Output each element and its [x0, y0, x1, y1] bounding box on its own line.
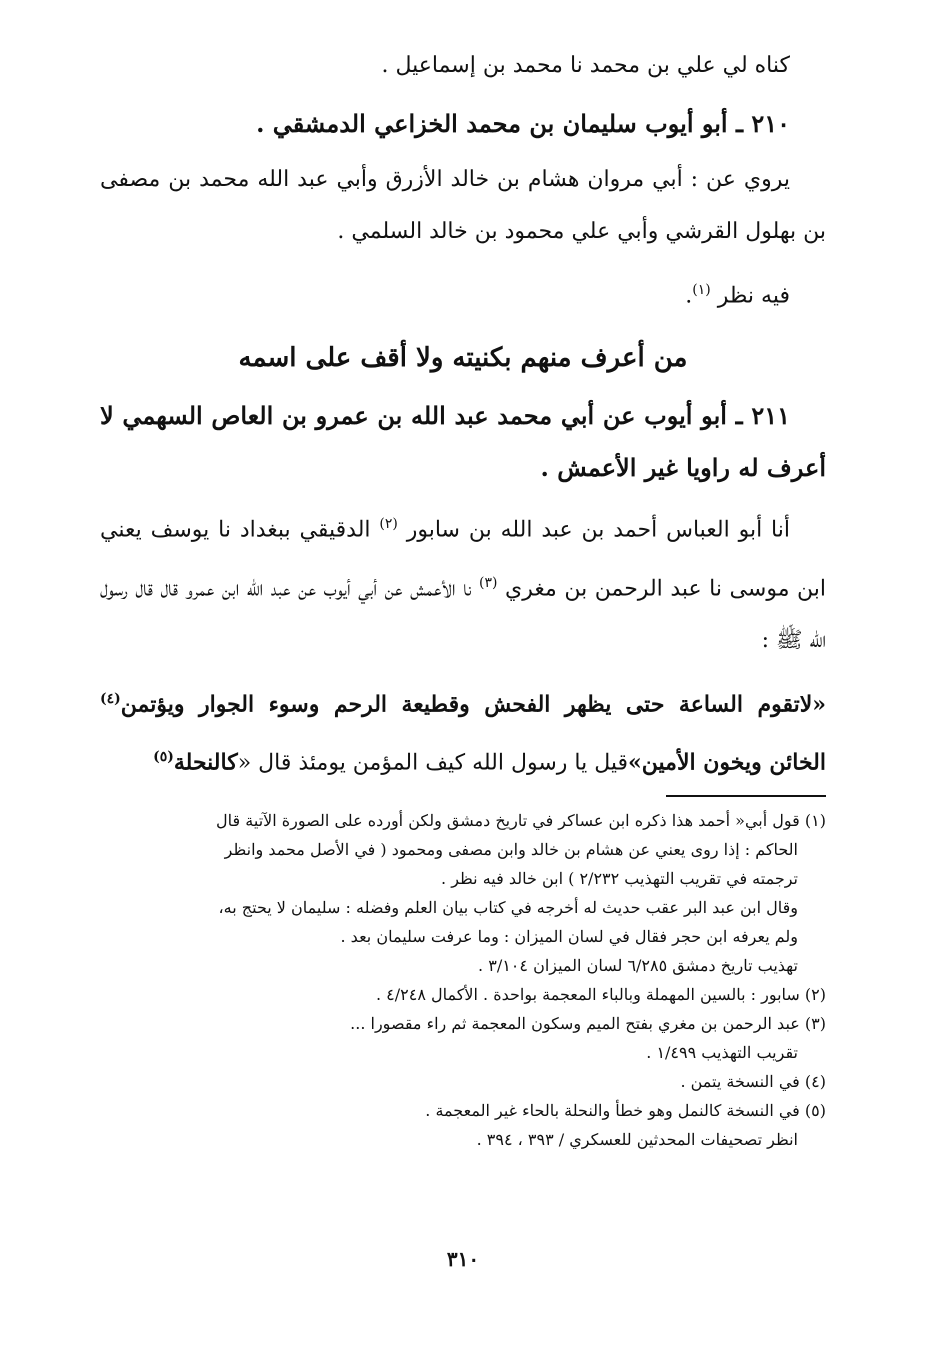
footnote-2	[100, 980, 826, 1009]
hadith-text	[100, 673, 826, 790]
intro-line: كناه لي علي بن محمد نا محمد بن إسماعيل .	[381, 53, 790, 78]
footnote-line: انظر تصحيفات المحدثين للعسكري / ٣٩٣ ، ٣٩٤ .	[476, 1130, 798, 1149]
hadith-part-2: الخائن ويخون الأمين»	[628, 749, 826, 776]
hadith-continuation: قيل يا رسول الله كيف المؤمن يومئذ قال «	[237, 750, 629, 776]
footnote-line: (٣) عبد الرحمن بن مغري بفتح الميم وسكون المعجمة ثم راء مقصورا ...	[350, 1014, 826, 1033]
footnote-ref-1[interactable]: (١)	[692, 282, 711, 298]
hadith-part-1: «لاتقوم الساعة حتى يظهر الفحش وقطيعة الرحم وسوء الجوار ويؤتمن	[120, 691, 826, 718]
entry-210-note-text: فيه نظر	[717, 283, 790, 309]
page-body	[100, 40, 826, 796]
footnote-1	[100, 806, 826, 980]
footnote-ref-2[interactable]: (٢)	[379, 516, 398, 533]
hadith-part-3: كالنحلة	[173, 749, 238, 776]
footnote-line: (٥) في النسخة كالنمل وهو خطأ والنحلة بالحاء غير المعجمة .	[425, 1101, 826, 1120]
footnote-4	[100, 1067, 826, 1096]
footnotes	[100, 806, 826, 1154]
entry-211-isnad	[100, 498, 826, 667]
footnote-line: وقال ابن عبد البر عقب حديث له أخرجه في كتاب بيان العلم وفضله : سليمان لا يحتج به،	[218, 898, 798, 917]
entry-210-note-end: .	[685, 283, 693, 309]
footnote-line: (١) قول أبي« أحمد هذا ذكره ابن عساكر في تاريخ دمشق ولكن أورده على الصورة الآتية قال	[216, 811, 826, 830]
isnad-part-2: الدقيقي ببغداد نا يوسف يعني ابن موسى نا عبد الرحمن بن مغري	[100, 517, 827, 601]
page-number: ٣١٠	[446, 1247, 480, 1271]
footnote-divider	[666, 795, 826, 797]
footnote-ref-5[interactable]: (٥)	[153, 749, 174, 766]
entry-210-text: يروي عن : أبي مروان هشام بن خالد الأزرق وأبي عبد الله محمد بن مصفى بن بهلول القرشي وأبي علي محمود بن خالد السلمي .	[100, 167, 826, 244]
section-title: من أعرف منهم بكنيته ولا أقف على اسمه	[238, 343, 688, 374]
footnote-line: الحاكم : إذا روى يعني عن هشام بن خالد وابن مصفى ومحمود ( في الأصل محمد وانظر	[224, 840, 798, 859]
isnad-part-1: أنا أبو العباس أحمد بن عبد الله بن سابور	[406, 517, 790, 543]
footnote-ref-3[interactable]: (٣)	[478, 574, 498, 591]
footnote-5	[100, 1096, 826, 1154]
entry-211-heading: ٢١١ ـ أبو أيوب عن أبي محمد عبد الله بن عمرو بن العاص السهمي لا أعرف له راويا غير الأعمش .	[100, 401, 826, 483]
isnad-part-3: نا الأعمش عن أبي أيوب عن عبد الله ابن عمرو قال قال رسول الله ﷺ :	[100, 575, 826, 653]
footnote-line: تهذيب تاريخ دمشق ٦/٢٨٥ لسان الميزان ٣/١٠٤ .	[478, 956, 798, 975]
entry-210-heading: ٢١٠ ـ أبو أيوب سليمان بن محمد الخزاعي الدمشقي .	[256, 109, 790, 138]
footnote-line: ولم يعرفه ابن حجر فقال في لسان الميزان : وما عرفت سليمان بعد .	[340, 927, 798, 946]
footnote-line: تقريب التهذيب ١/٤٩٩ .	[646, 1043, 798, 1062]
footnote-line: (٢) سابور : بالسين المهملة وبالباء المعجمة بواحدة . الأكمال ٤/٢٤٨ .	[375, 985, 826, 1004]
entry-210-note	[100, 264, 826, 322]
footnote-line: (٤) في النسخة يتمن .	[680, 1072, 826, 1091]
footnote-line: ترجمته في تقريب التهذيب ٢/٢٣٢ ) ابن خالد فيه نظر .	[441, 869, 798, 888]
footnote-3	[100, 1009, 826, 1067]
footnote-ref-4[interactable]: (٤)	[100, 690, 121, 707]
